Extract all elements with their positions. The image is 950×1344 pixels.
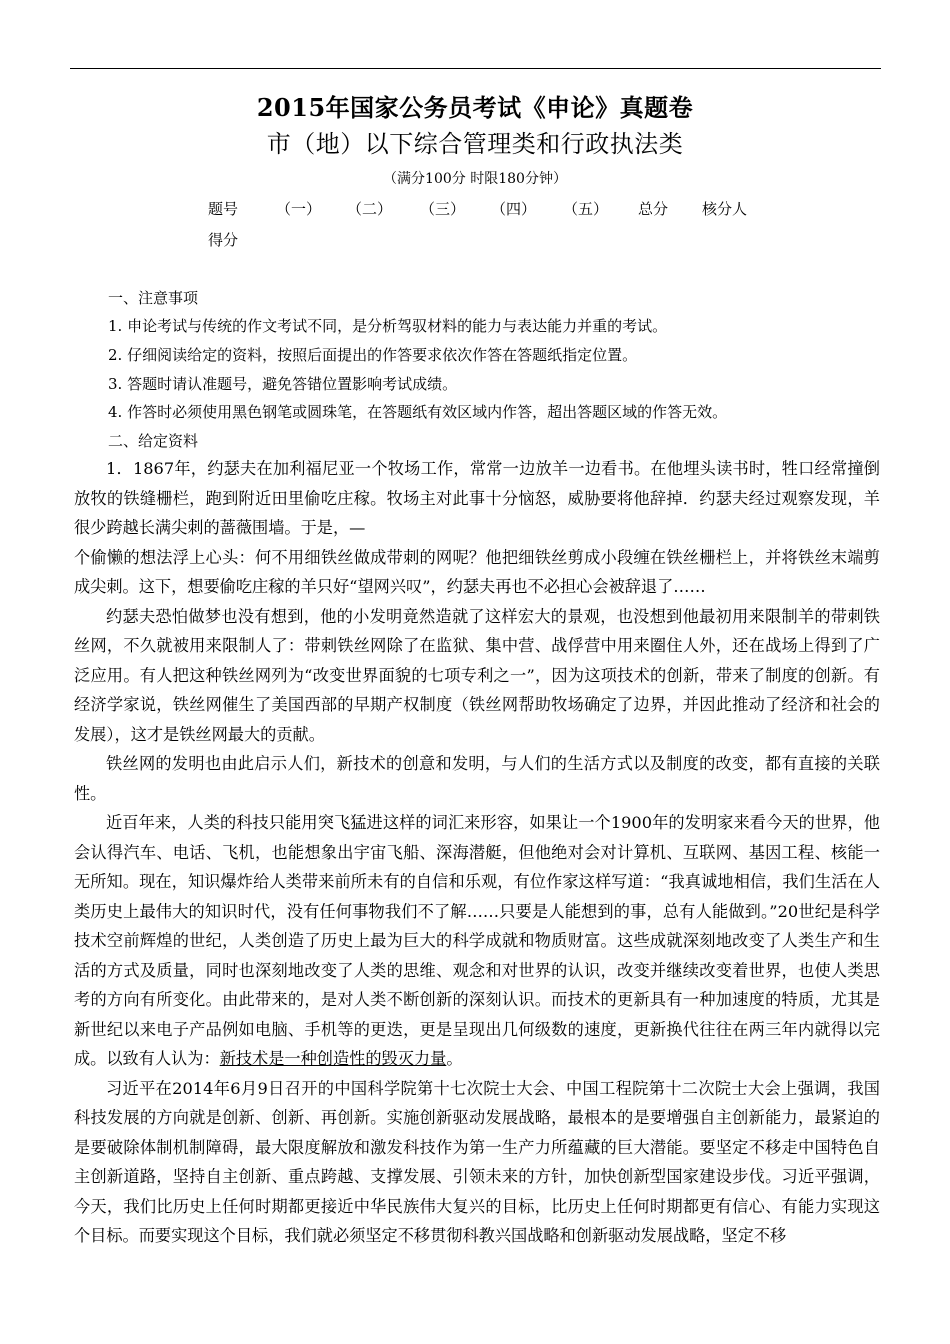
material-paragraph: 习近平在2014年6月9日召开的中国科学院第十七次院士大会、中国工程院第十二次院士大会上强调，我国科技发展的方向就是创新、创新、再创新。实施创新驱动发展战略，最根本的是要增强自主创新能力，最紧迫的是要破除体制机制障碍，最大限度解放和激发科技作为第一生产力所蕴藏的巨大潜能。要坚定不移走中国特色自主创新道路，坚持自主创新、重点跨越、支撑发展、引领未来的方针，加快创新型国家建设步伐。习近平强调，今天，我们比历史上任何时期都更接近中华民族伟大复兴的目标，比历史上任何时期都更有信心、有能力实现这个目标。而要实现这个目标，我们就必须坚定不移贯彻科教兴国战略和创新驱动发展战略，坚定不移 xyxy=(74,1078,880,1245)
top-rule xyxy=(70,68,881,69)
score-column-1: （一） xyxy=(276,200,322,218)
notice-item: 3. 答题时请认准题号，避免答错位置影响考试成绩。 xyxy=(108,375,458,393)
paragraph-text: 近百年来，人类的科技只能用突飞猛进这样的词汇来形容，如果让一个1900年的发明家来看今天的世界，他会认得汽车、电话、飞机，也能想象出宇宙飞船、深海潜艇，但他绝对会对计算机、互联网、基因工程、核能一无所知。现在，知识爆炸给人类带来前所未有的自信和乐观，有位作家这样写道：“我真诚地相信，我们生活在人类历史上最伟大的知识时代，没有任何事物我们不了解……只要是人能想到的事，总有人能做到。”20世纪是科学技术空前辉煌的世纪，人类创造了历史上最为巨大的科学成就和物质财富。这些成就深刻地改变了人类生产和生活的方式及质量，同时也深刻地改变了人类的思维、观念和对世界的认识，改变并继续改变着世界，也使人类思考的方向有所变化。由此带来的，是对人类不断创新的深刻认识。而技术的更新具有一种加速度的特质，尤其是新世纪以来电子产品例如电脑、手机等的更迭，更是呈现出几何级数的速度，更新换代往往在两三年内就得以完成。以致有人认为： xyxy=(74,813,880,1068)
notice-item: 2. 仔细阅读给定的资料，按照后面提出的作答要求依次作答在答题纸指定位置。 xyxy=(108,346,638,364)
score-column-3: （三） xyxy=(420,200,466,218)
paragraph-text: 。 xyxy=(446,1049,463,1068)
score-column-total: 总分 xyxy=(638,200,669,218)
score-column-2: （二） xyxy=(347,200,393,218)
notice-item: 4. 作答时必须使用黑色钢笔或圆珠笔，在答题纸有效区域内作答，超出答题区域的作答无效。 xyxy=(108,403,728,421)
material-paragraph: 铁丝网的发明也由此启示人们，新技术的创意和发明，与人们的生活方式以及制度的改变，都有直接的关联性。 xyxy=(74,754,880,803)
material-paragraph: 个偷懒的想法浮上心头：何不用细铁丝做成带刺的网呢？他把细铁丝剪成小段缠在铁丝栅栏上，并将铁丝末端剪成尖刺。这下，想要偷吃庄稼的羊只好“望网兴叹”，约瑟夫再也不必担心会被辞退了…… xyxy=(74,547,880,596)
score-label: 得分 xyxy=(208,231,239,249)
materials-body xyxy=(74,454,880,1251)
material-paragraph: 1．1867年，约瑟夫在加利福尼亚一个牧场工作，常常一边放羊一边看书。在他埋头读书时，牲口经常撞倒放牧的铁缝栅栏，跑到附近田里偷吃庄稼。牧场主对此事十分恼怒，威胁要将他辞掉．约瑟夫经过观察发现，羊很少跨越长满尖刺的蔷薇围墙。于是，— xyxy=(74,459,880,537)
score-column-5: （五） xyxy=(563,200,609,218)
material-paragraph: 约瑟夫恐怕做梦也没有想到，他的小发明竟然造就了这样宏大的景观，也没想到他最初用来限制羊的带刺铁丝网，不久就被用来限制人了：带刺铁丝网除了在监狱、集中营、战俘营中用来圈住人外，还在战场上得到了广泛应用。有人把这种铁丝网列为“改变世界面貌的七项专利之一”，因为这项技术的创新，带来了制度的创新。有经济学家说，铁丝网催生了美国西部的早期产权制度（铁丝网帮助牧场确定了边界，并因此推动了经济和社会的发展），这才是铁丝网最大的贡献。 xyxy=(74,606,880,744)
notice-heading: 一、注意事项 xyxy=(108,289,199,307)
materials-heading: 二、给定资料 xyxy=(108,432,199,450)
question-number-label: 题号 xyxy=(208,200,239,218)
underlined-phrase: 新技术是一种创造性的毁灭力量 xyxy=(219,1049,447,1068)
exam-title: 2015年国家公务员考试《申论》真题卷 xyxy=(256,93,694,122)
score-column-checker: 核分人 xyxy=(702,200,748,218)
exam-category: 市（地）以下综合管理类和行政执法类 xyxy=(266,130,684,158)
score-column-4: （四） xyxy=(491,200,537,218)
material-paragraph xyxy=(74,808,880,1074)
notice-item: 1. 申论考试与传统的作文考试不同，是分析驾驭材料的能力与表达能力并重的考试。 xyxy=(108,317,668,335)
exam-subtitle: （满分100分 时限180分钟） xyxy=(383,171,567,187)
